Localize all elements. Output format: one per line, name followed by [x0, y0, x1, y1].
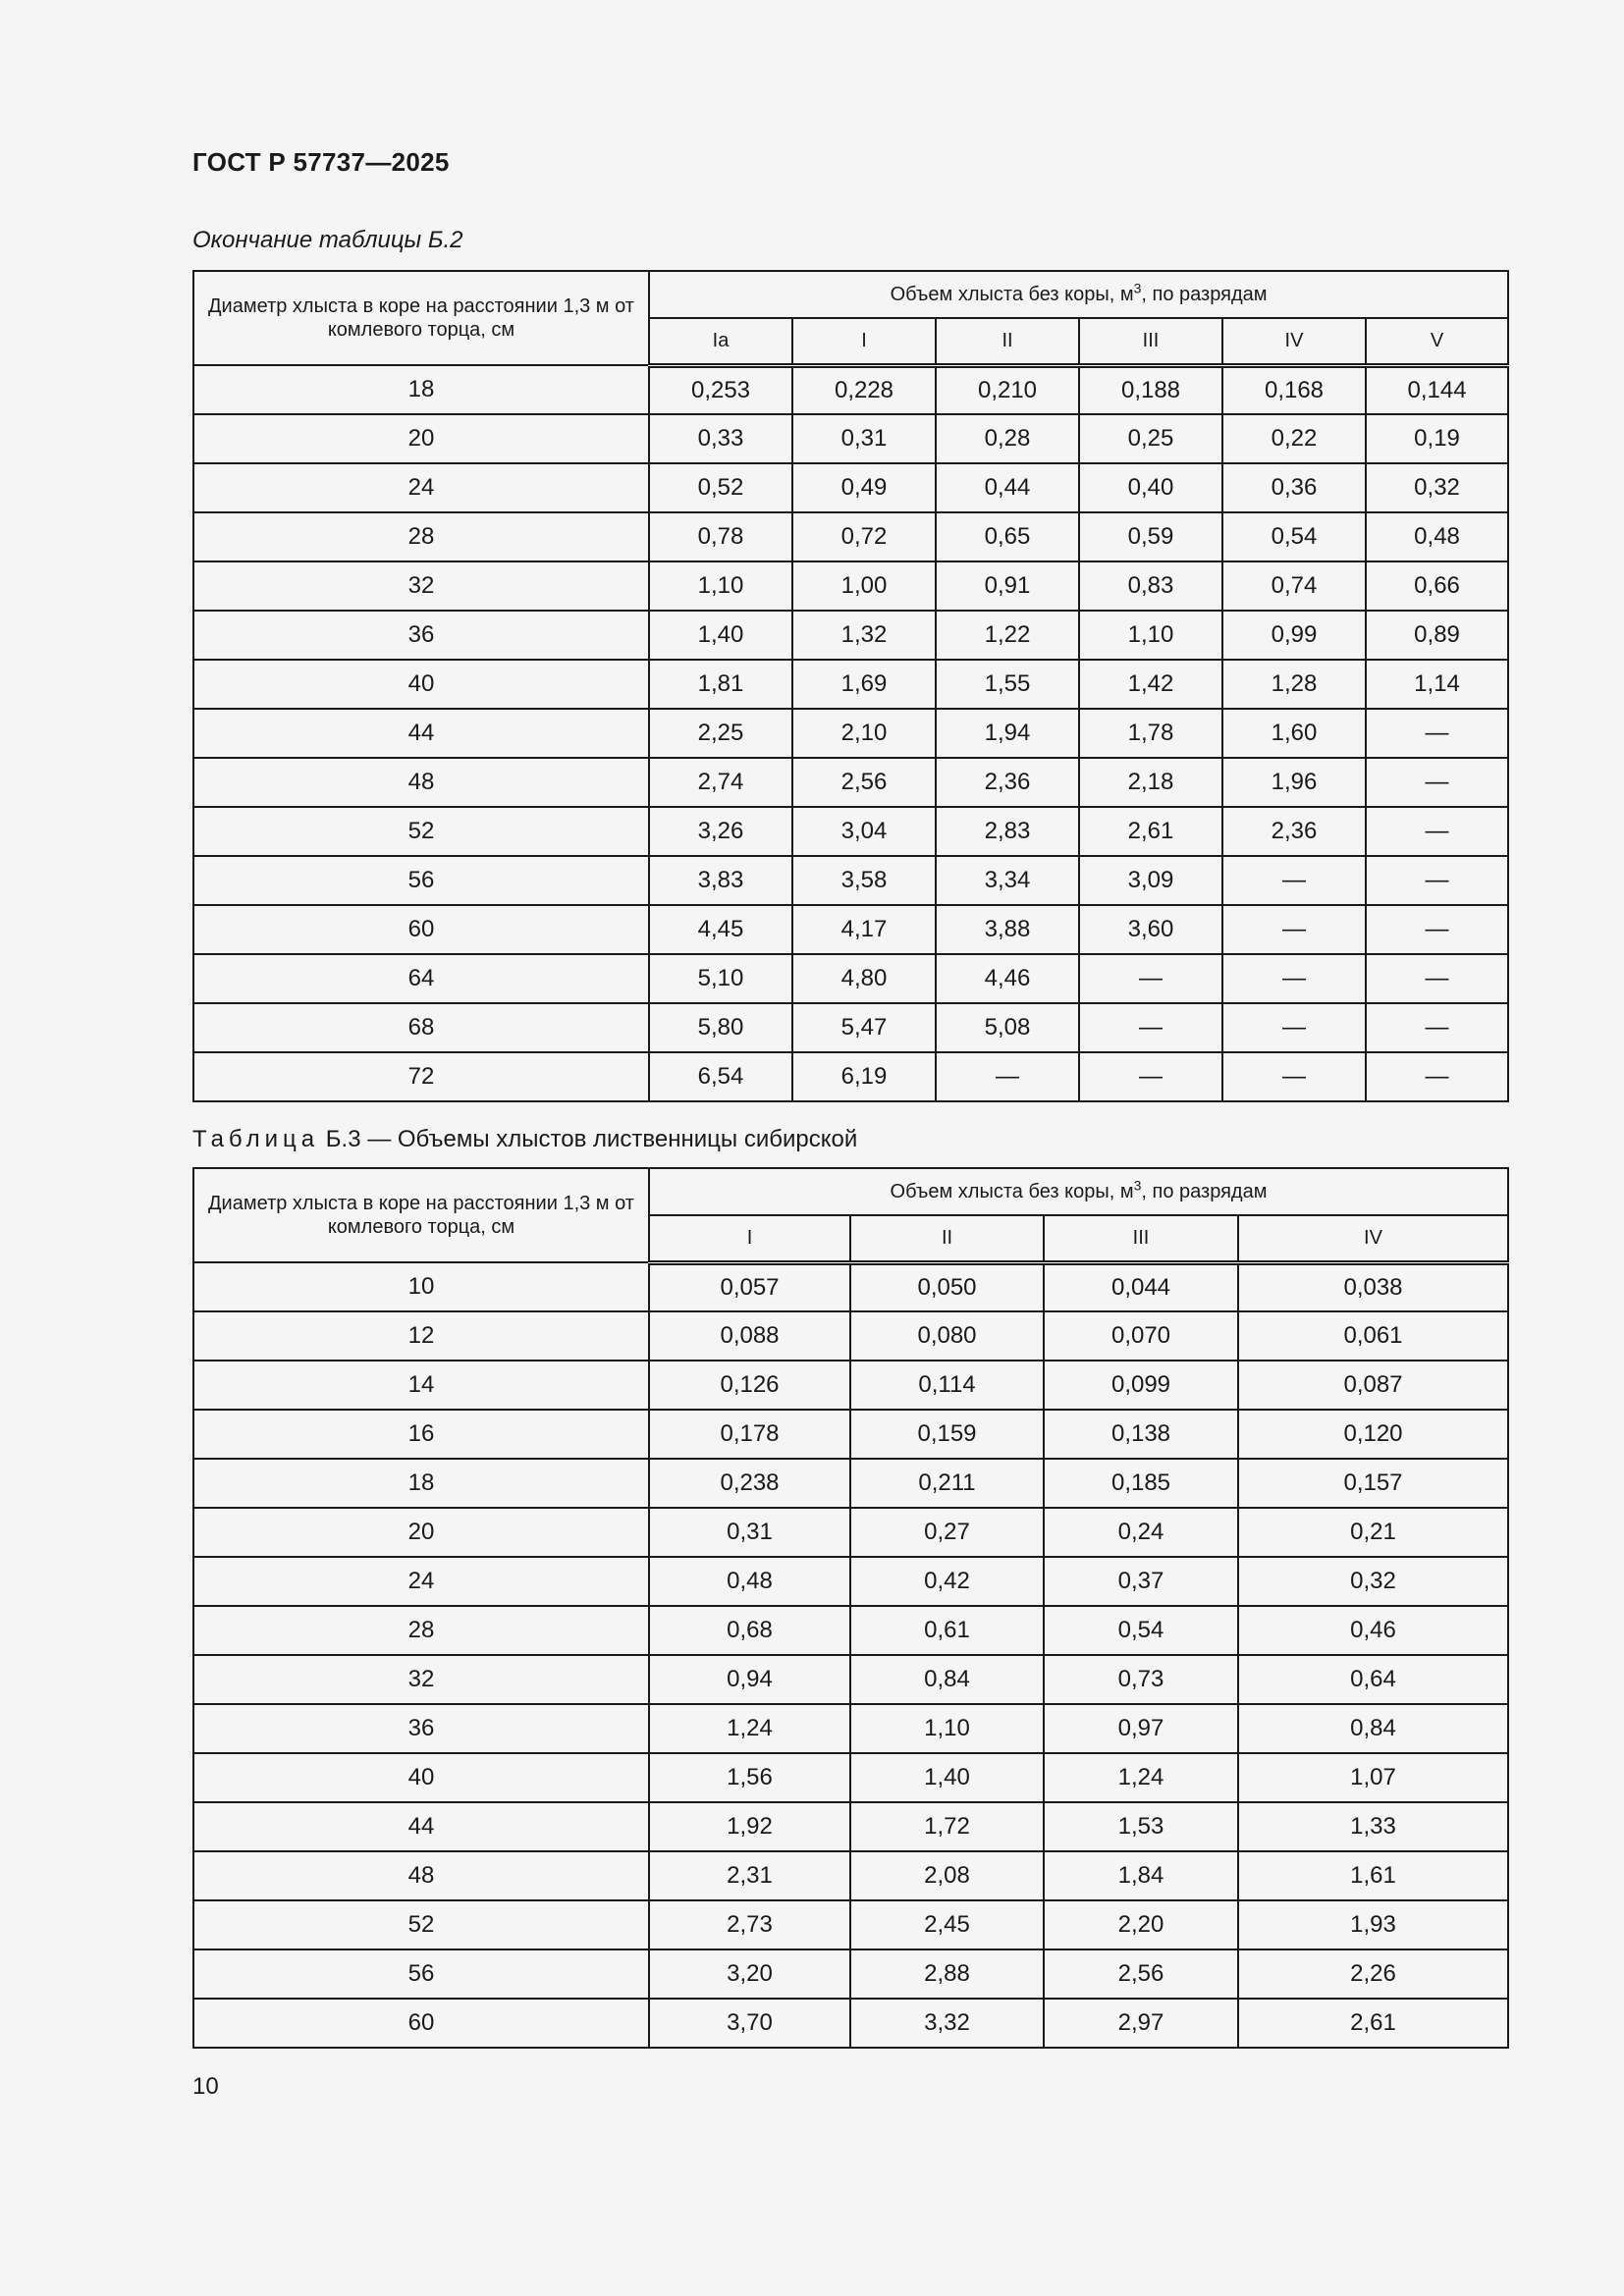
class-header: II	[850, 1215, 1044, 1262]
table-row	[193, 1655, 1508, 1704]
volume-cell: 0,238	[649, 1459, 850, 1508]
table-b2-continuation-caption: Окончание таблицы Б.2	[192, 227, 463, 253]
volume-header-suffix: , по разрядам	[1141, 283, 1268, 305]
table-b3-body	[193, 1262, 1508, 2048]
volume-cell: —	[1366, 856, 1508, 905]
volume-cell: 4,45	[649, 905, 792, 954]
volume-cell: 0,070	[1044, 1311, 1238, 1361]
diameter-column-header: Диаметр хлыста в коре на расстоянии 1,3 м от комлевого торца, см	[193, 271, 649, 365]
volume-cell: 5,47	[792, 1003, 936, 1052]
volume-cell: 0,99	[1222, 611, 1366, 660]
volume-cell: 1,07	[1238, 1753, 1508, 1802]
volume-cell: 1,53	[1044, 1802, 1238, 1851]
diameter-column-header: Диаметр хлыста в коре на расстоянии 1,3 м от комлевого торца, см	[193, 1168, 649, 1262]
volume-cell: 1,00	[792, 561, 936, 611]
diameter-cell: 60	[193, 905, 649, 954]
volume-cell: 0,61	[850, 1606, 1044, 1655]
diameter-cell: 52	[193, 807, 649, 856]
volume-cell: —	[1366, 1003, 1508, 1052]
diameter-cell: 56	[193, 1949, 649, 1999]
class-header: I	[792, 318, 936, 365]
volume-cell: 0,087	[1238, 1361, 1508, 1410]
volume-cell: 1,96	[1222, 758, 1366, 807]
diameter-cell: 60	[193, 1999, 649, 2048]
volume-cell: 0,40	[1079, 463, 1222, 512]
table-row	[193, 1052, 1508, 1101]
table-row	[193, 709, 1508, 758]
volume-cell: 1,94	[936, 709, 1079, 758]
volume-cell: 0,97	[1044, 1704, 1238, 1753]
volume-cell: 1,10	[850, 1704, 1044, 1753]
volume-cell: 0,080	[850, 1311, 1044, 1361]
diameter-cell: 20	[193, 1508, 649, 1557]
volume-cell: 0,27	[850, 1508, 1044, 1557]
volume-cell: 0,91	[936, 561, 1079, 611]
class-header: III	[1044, 1215, 1238, 1262]
volume-cell: —	[1222, 905, 1366, 954]
table-row	[193, 1606, 1508, 1655]
table-row	[193, 1459, 1508, 1508]
volume-cell: 5,80	[649, 1003, 792, 1052]
volume-cell: 0,168	[1222, 365, 1366, 414]
diameter-cell: 44	[193, 709, 649, 758]
volume-header-suffix: , по разрядам	[1141, 1180, 1268, 1202]
volume-cell: 0,24	[1044, 1508, 1238, 1557]
table-row	[193, 1262, 1508, 1311]
volume-cell: 2,36	[936, 758, 1079, 807]
volume-cell: 0,061	[1238, 1311, 1508, 1361]
volume-cell: 1,42	[1079, 660, 1222, 709]
volume-cell: 0,32	[1366, 463, 1508, 512]
table-row	[193, 1900, 1508, 1949]
volume-cell: 0,25	[1079, 414, 1222, 463]
volume-cell: 1,81	[649, 660, 792, 709]
diameter-cell: 36	[193, 1704, 649, 1753]
volume-cell: 0,31	[649, 1508, 850, 1557]
volume-cell: 1,55	[936, 660, 1079, 709]
table-b3-caption-text: Б.3 — Объемы хлыстов лиственницы сибирской	[325, 1126, 858, 1152]
volume-cell: 0,65	[936, 512, 1079, 561]
volume-cell: —	[1366, 954, 1508, 1003]
volume-cell: 0,211	[850, 1459, 1044, 1508]
volume-cell: 3,04	[792, 807, 936, 856]
volume-cell: 0,73	[1044, 1655, 1238, 1704]
diameter-cell: 18	[193, 1459, 649, 1508]
diameter-cell: 24	[193, 1557, 649, 1606]
volume-cell: 0,89	[1366, 611, 1508, 660]
table-row	[193, 1361, 1508, 1410]
volume-cell: —	[1366, 1052, 1508, 1101]
volume-cell: 3,09	[1079, 856, 1222, 905]
volume-cell: 2,26	[1238, 1949, 1508, 1999]
volume-cell: 0,126	[649, 1361, 850, 1410]
volume-cell: 0,84	[1238, 1704, 1508, 1753]
volume-cell: 4,46	[936, 954, 1079, 1003]
document-id: ГОСТ Р 57737—2025	[192, 147, 450, 177]
volume-column-header	[649, 271, 1508, 318]
volume-cell: 4,17	[792, 905, 936, 954]
volume-cell: 0,057	[649, 1262, 850, 1311]
table-row	[193, 1851, 1508, 1900]
volume-cell: 0,22	[1222, 414, 1366, 463]
volume-cell: 0,120	[1238, 1410, 1508, 1459]
volume-cell: 1,92	[649, 1802, 850, 1851]
volume-cell: 3,70	[649, 1999, 850, 2048]
volume-cell: 0,68	[649, 1606, 850, 1655]
volume-cell: 1,40	[850, 1753, 1044, 1802]
volume-cell: 2,45	[850, 1900, 1044, 1949]
volume-cell: 2,73	[649, 1900, 850, 1949]
volume-cell: 1,60	[1222, 709, 1366, 758]
diameter-cell: 40	[193, 1753, 649, 1802]
volume-header-superscript: 3	[1133, 1176, 1142, 1193]
table-row	[193, 1999, 1508, 2048]
table-row	[193, 365, 1508, 414]
volume-cell: 0,21	[1238, 1508, 1508, 1557]
volume-cell: 0,185	[1044, 1459, 1238, 1508]
volume-cell: 1,24	[649, 1704, 850, 1753]
volume-cell: 0,59	[1079, 512, 1222, 561]
volume-cell: 0,210	[936, 365, 1079, 414]
volume-cell: 0,54	[1222, 512, 1366, 561]
volume-cell: 2,97	[1044, 1999, 1238, 2048]
volume-cell: 2,36	[1222, 807, 1366, 856]
class-header: IV	[1238, 1215, 1508, 1262]
volume-cell: 0,78	[649, 512, 792, 561]
volume-cell: 1,40	[649, 611, 792, 660]
table-row	[193, 1311, 1508, 1361]
volume-cell: —	[1366, 709, 1508, 758]
volume-cell: 0,48	[1366, 512, 1508, 561]
table-b3-caption-label: Таблица	[192, 1126, 320, 1152]
diameter-cell: 40	[193, 660, 649, 709]
volume-cell: 0,48	[649, 1557, 850, 1606]
table-row	[193, 1557, 1508, 1606]
volume-cell: 2,56	[1044, 1949, 1238, 1999]
diameter-cell: 64	[193, 954, 649, 1003]
table-row	[193, 1802, 1508, 1851]
class-header: I	[649, 1215, 850, 1262]
diameter-cell: 14	[193, 1361, 649, 1410]
table-row	[193, 1753, 1508, 1802]
volume-cell: 6,19	[792, 1052, 936, 1101]
volume-cell: 0,32	[1238, 1557, 1508, 1606]
volume-cell: 0,37	[1044, 1557, 1238, 1606]
volume-cell: 0,114	[850, 1361, 1044, 1410]
diameter-cell: 10	[193, 1262, 649, 1311]
table-row	[193, 611, 1508, 660]
table-row	[193, 561, 1508, 611]
diameter-cell: 56	[193, 856, 649, 905]
volume-header-text: Объем хлыста без коры, м	[890, 283, 1134, 305]
volume-cell: 0,74	[1222, 561, 1366, 611]
volume-cell: 0,83	[1079, 561, 1222, 611]
volume-cell: 0,94	[649, 1655, 850, 1704]
table-row	[193, 758, 1508, 807]
diameter-cell: 16	[193, 1410, 649, 1459]
table-row	[193, 1508, 1508, 1557]
volume-cell: —	[1366, 905, 1508, 954]
volume-cell: —	[1222, 1003, 1366, 1052]
diameter-cell: 48	[193, 1851, 649, 1900]
volume-cell: 1,69	[792, 660, 936, 709]
volume-cell: —	[1079, 1052, 1222, 1101]
volume-cell: 0,46	[1238, 1606, 1508, 1655]
table-row	[193, 1003, 1508, 1052]
volume-cell: 2,10	[792, 709, 936, 758]
volume-cell: 0,52	[649, 463, 792, 512]
volume-cell: 0,54	[1044, 1606, 1238, 1655]
volume-cell: 5,08	[936, 1003, 1079, 1052]
volume-cell: 0,42	[850, 1557, 1044, 1606]
volume-cell: 0,157	[1238, 1459, 1508, 1508]
table-row	[193, 463, 1508, 512]
volume-cell: 5,10	[649, 954, 792, 1003]
table-row	[193, 905, 1508, 954]
volume-cell: 0,144	[1366, 365, 1508, 414]
volume-cell: 0,36	[1222, 463, 1366, 512]
class-header: IV	[1222, 318, 1366, 365]
volume-cell: 3,34	[936, 856, 1079, 905]
table-b2	[192, 270, 1509, 1102]
volume-cell: —	[1079, 954, 1222, 1003]
volume-cell: 2,20	[1044, 1900, 1238, 1949]
volume-cell: 0,228	[792, 365, 936, 414]
volume-cell: 1,32	[792, 611, 936, 660]
volume-cell: 0,253	[649, 365, 792, 414]
diameter-cell: 36	[193, 611, 649, 660]
volume-cell: 3,83	[649, 856, 792, 905]
volume-cell: —	[1222, 1052, 1366, 1101]
volume-cell: 0,49	[792, 463, 936, 512]
volume-cell: 1,72	[850, 1802, 1044, 1851]
volume-cell: 2,18	[1079, 758, 1222, 807]
volume-cell: 0,31	[792, 414, 936, 463]
class-header: II	[936, 318, 1079, 365]
volume-cell: 2,56	[792, 758, 936, 807]
diameter-cell: 20	[193, 414, 649, 463]
volume-cell: 0,64	[1238, 1655, 1508, 1704]
volume-header-text: Объем хлыста без коры, м	[890, 1180, 1134, 1202]
volume-cell: 6,54	[649, 1052, 792, 1101]
volume-cell: 0,19	[1366, 414, 1508, 463]
diameter-cell: 72	[193, 1052, 649, 1101]
volume-cell: 0,088	[649, 1311, 850, 1361]
class-header: V	[1366, 318, 1508, 365]
table-b3	[192, 1167, 1509, 2049]
table-row	[193, 807, 1508, 856]
volume-cell: 1,78	[1079, 709, 1222, 758]
volume-cell: 2,74	[649, 758, 792, 807]
volume-cell: 0,28	[936, 414, 1079, 463]
volume-cell: 0,66	[1366, 561, 1508, 611]
volume-cell: 0,038	[1238, 1262, 1508, 1311]
diameter-cell: 44	[193, 1802, 649, 1851]
volume-cell: 1,33	[1238, 1802, 1508, 1851]
volume-cell: —	[1222, 856, 1366, 905]
diameter-cell: 52	[193, 1900, 649, 1949]
table-row	[193, 856, 1508, 905]
table-b3-caption	[192, 1126, 857, 1153]
table-row	[193, 660, 1508, 709]
diameter-cell: 24	[193, 463, 649, 512]
diameter-cell: 18	[193, 365, 649, 414]
volume-cell: —	[1222, 954, 1366, 1003]
page-number: 10	[192, 2073, 219, 2100]
class-header: Ia	[649, 318, 792, 365]
volume-cell: 1,10	[649, 561, 792, 611]
diameter-cell: 12	[193, 1311, 649, 1361]
volume-column-header	[649, 1168, 1508, 1215]
diameter-cell: 28	[193, 1606, 649, 1655]
volume-cell: 2,08	[850, 1851, 1044, 1900]
volume-cell: 0,44	[936, 463, 1079, 512]
volume-cell: 3,26	[649, 807, 792, 856]
diameter-cell: 32	[193, 561, 649, 611]
volume-cell: 0,138	[1044, 1410, 1238, 1459]
volume-cell: 0,33	[649, 414, 792, 463]
volume-cell: 0,159	[850, 1410, 1044, 1459]
volume-cell: 1,22	[936, 611, 1079, 660]
table-row	[193, 512, 1508, 561]
volume-cell: 2,61	[1238, 1999, 1508, 2048]
volume-cell: 0,099	[1044, 1361, 1238, 1410]
volume-cell: 3,32	[850, 1999, 1044, 2048]
table-row	[193, 1410, 1508, 1459]
volume-cell: 0,72	[792, 512, 936, 561]
volume-cell: 2,31	[649, 1851, 850, 1900]
volume-cell: 2,61	[1079, 807, 1222, 856]
volume-cell: 1,61	[1238, 1851, 1508, 1900]
volume-cell: 1,14	[1366, 660, 1508, 709]
table-row	[193, 954, 1508, 1003]
class-header: III	[1079, 318, 1222, 365]
diameter-cell: 68	[193, 1003, 649, 1052]
volume-cell: 1,24	[1044, 1753, 1238, 1802]
volume-cell: —	[1366, 807, 1508, 856]
volume-cell: 1,84	[1044, 1851, 1238, 1900]
volume-cell: 0,188	[1079, 365, 1222, 414]
volume-cell: 2,88	[850, 1949, 1044, 1999]
volume-cell: 3,20	[649, 1949, 850, 1999]
table-row	[193, 414, 1508, 463]
volume-cell: —	[936, 1052, 1079, 1101]
diameter-cell: 48	[193, 758, 649, 807]
volume-cell: —	[1366, 758, 1508, 807]
volume-cell: —	[1079, 1003, 1222, 1052]
volume-cell: 1,28	[1222, 660, 1366, 709]
volume-cell: 1,93	[1238, 1900, 1508, 1949]
volume-cell: 3,58	[792, 856, 936, 905]
volume-cell: 2,25	[649, 709, 792, 758]
volume-cell: 0,050	[850, 1262, 1044, 1311]
volume-cell: 3,60	[1079, 905, 1222, 954]
volume-cell: 0,84	[850, 1655, 1044, 1704]
table-b2-body	[193, 365, 1508, 1101]
volume-cell: 0,044	[1044, 1262, 1238, 1311]
volume-cell: 3,88	[936, 905, 1079, 954]
volume-cell: 2,83	[936, 807, 1079, 856]
volume-cell: 1,56	[649, 1753, 850, 1802]
volume-cell: 0,178	[649, 1410, 850, 1459]
diameter-cell: 32	[193, 1655, 649, 1704]
diameter-cell: 28	[193, 512, 649, 561]
table-row	[193, 1949, 1508, 1999]
volume-cell: 4,80	[792, 954, 936, 1003]
volume-cell: 1,10	[1079, 611, 1222, 660]
table-row	[193, 1704, 1508, 1753]
volume-header-superscript: 3	[1133, 279, 1142, 295]
